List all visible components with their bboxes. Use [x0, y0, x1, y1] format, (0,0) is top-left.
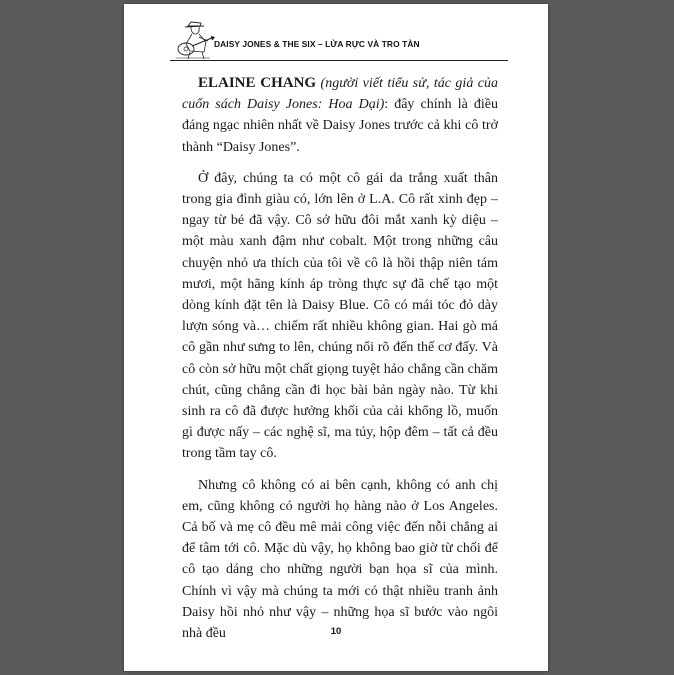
- paragraph-1-text: : đây chính là điều đáng ngạc nhiên nhất về Daisy Jones trước cả khi cô trở thành “Daisy Jones”.: [182, 97, 498, 155]
- paragraph-2: Ở đây, chúng ta có một cô gái da trắng xuất thân trong gia đình giàu có, lớn lên ở L.A. Cô rất xinh đẹp – ngay từ bé đã vậy. Cô sở hữu đôi mắt xanh kỳ diệu – một màu xanh đậm như cobalt. Một trong những câu chuyện nhỏ ưa thích của tôi về cô là hồi thập niên tám mươi, một hãng kính áp tròng thực sự đã chế tạo một dòng kính đặt tên là Daisy Blue. Cô có mái tóc đỏ dày lượn sóng và… chiếm rất nhiều không gian. Hai gò má cô gần như sưng to lên, chúng nổi rõ đến thế cơ đấy. Và cô còn sở hữu một chất giọng tuyệt hảo chẳng cần chăm chút, cũng chẳng cần đi học bài bản ngày nào. Từ khi sinh ra cô đã được hưởng khối của cải khổng lồ, muốn gì được nấy – các nghệ sĩ, ma túy, hộp đêm – tất cả đều trong tầm tay cô.: [182, 170, 498, 462]
- header-divider: [170, 60, 508, 61]
- guitarist-illustration-icon: [170, 20, 216, 60]
- running-header-title: DAISY JONES & THE SIX – LỬA RỰC VÀ TRO TÀN: [214, 39, 420, 49]
- paragraph-1: [182, 73, 498, 158]
- running-header: [170, 20, 510, 58]
- page-body: [182, 73, 498, 654]
- book-page: [124, 4, 548, 671]
- speaker-note: (người viết tiểu sử, tác giả của cuốn sách Daisy Jones: Hoa Dại): [182, 76, 498, 113]
- speaker-name: ELAINE CHANG: [198, 75, 317, 91]
- paragraph-3: Nhưng cô không có ai bên cạnh, không có anh chị em, cũng không có người họ hàng nào ở Los Angeles. Cả bố và mẹ cô đều mê mải công việc đến nỗi chẳng ai để tâm tới cô. Mặc dù vậy, họ không bao giờ từ chối để cô tạo dáng cho những người bạn họa sĩ của mình. Chính vì vậy mà chúng ta mới có thật nhiều tranh ảnh Daisy hồi nhỏ như vậy – những họa sĩ bước vào ngôi nhà đều: [182, 477, 498, 642]
- page-number: 10: [330, 626, 342, 637]
